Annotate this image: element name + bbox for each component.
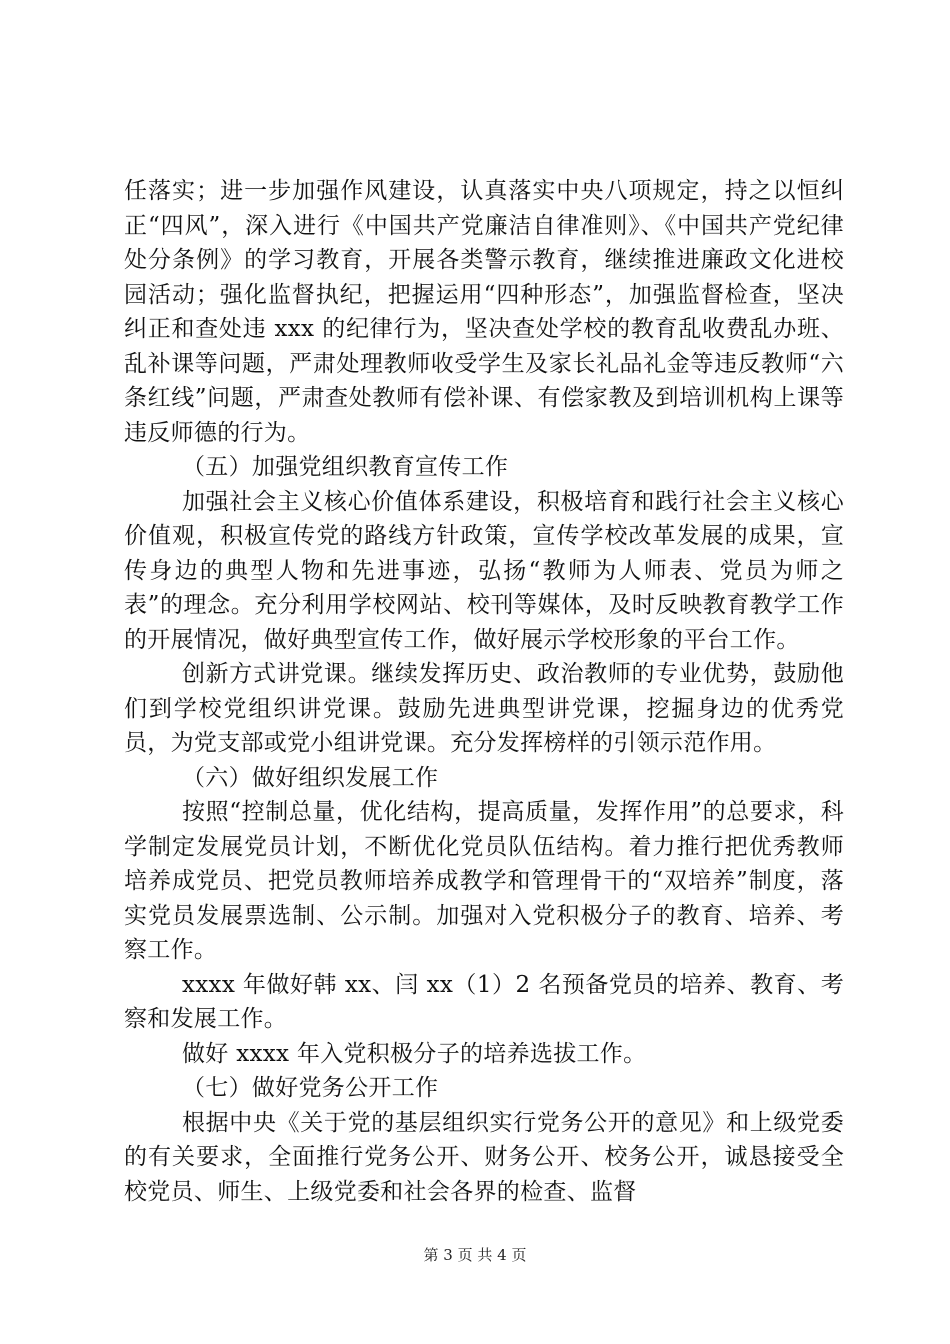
- paragraph: 创新方式讲党课。继续发挥历史、政治教师的专业优势，鼓励他们到学校党组织讲党课。鼓励先进典型讲党课，挖掘身边的优秀党员，为党支部或党小组讲党课。充分发挥榜样的引领示范作用。: [124, 661, 844, 756]
- section-heading-5: （五）加强党组织教育宣传工作: [182, 454, 509, 480]
- section-heading-6: （六）做好组织发展工作: [182, 764, 439, 791]
- paragraph-continuation: 任落实；进一步加强作风建设，认真落实中央八项规定，持之以恒纠正“四风”，深入进行《中国共产党廉洁自律准则》、《中国共产党纪律处分条例》的学习教育，开展各类警示教育，继续推进廉政文化进校园活动；强化监督执纪，把握运用“四种形态”，加强监督检查，坚决纠正和查处违 xxx 的纪律行为，坚决查处学校的教育乱收费乱办班、乱补课等问题，严肃处理教师收受学生及家长礼品礼金等违反教师“六条红线”问题，严肃查处教师有偿补课、有偿家教及到培训机构上课等违反师德的行为。: [124, 178, 844, 446]
- paragraph: xxxx 年做好韩 xx、闫 xx（1）2 名预备党员的培养、教育、考察和发展工作。: [124, 971, 844, 1032]
- paragraph: 做好 xxxx 年入党积极分子的培养选拔工作。: [182, 1040, 647, 1067]
- paragraph: 加强社会主义核心价值体系建设，积极培育和践行社会主义核心价值观，积极宣传党的路线方针政策，宣传学校改革发展的成果，宣传身边的典型人物和先进事迹，弘扬“教师为人师表、党员为师之表”的理念。充分利用学校网站、校刊等媒体，及时反映教育教学工作的开展情况，做好典型宣传工作，做好展示学校形象的平台工作。: [124, 488, 844, 653]
- body-text: [124, 174, 844, 1209]
- page-footer: 第 3 页 共 4 页: [423, 1246, 527, 1264]
- paragraph: 根据中央《关于党的基层组织实行党务公开的意见》和上级党委的有关要求，全面推行党务公开、财务公开、校务公开，诚恳接受全校党员、师生、上级党委和社会各界的检查、监督: [124, 1109, 844, 1205]
- section-heading-7: （七）做好党务公开工作: [182, 1075, 439, 1101]
- paragraph: 按照“控制总量，优化结构，提高质量，发挥作用”的总要求，科学制定发展党员计划，不断优化党员队伍结构。着力推行把优秀教师培养成党员、把党员教师培养成教学和管理骨干的“双培养”制度，落实党员发展票选制、公示制。加强对入党积极分子的教育、培养、考察工作。: [124, 799, 844, 963]
